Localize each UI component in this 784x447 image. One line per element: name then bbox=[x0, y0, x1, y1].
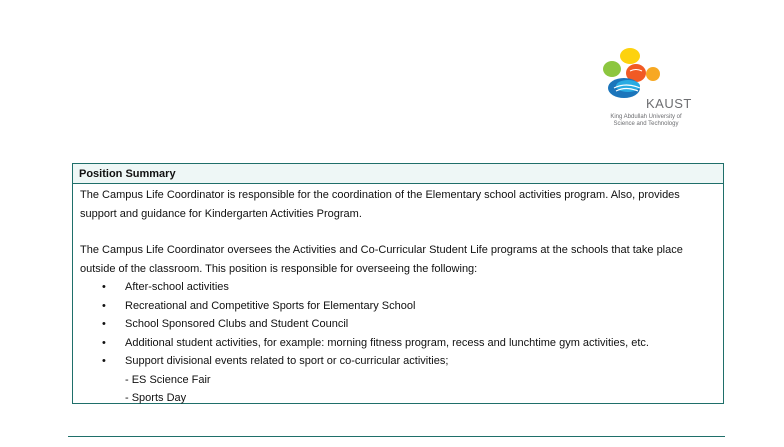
summary-body bbox=[73, 184, 723, 408]
section-heading: Position Summary bbox=[73, 164, 723, 184]
next-section-box bbox=[68, 436, 725, 447]
summary-paragraph: The Campus Life Coordinator is responsible for the coordination of the Elementary school activities program. Also, provides support and guidance for Kindergarten Activities Program. bbox=[80, 189, 680, 220]
logo-subtitle: King Abdullah University of Science and Technology bbox=[610, 114, 682, 127]
list-item-text: School Sponsored Clubs and Student Council bbox=[125, 318, 349, 330]
sub-list-item: - ES Science Fair bbox=[125, 373, 211, 386]
kaust-logo-mark-icon bbox=[598, 44, 668, 104]
sub-list-item: - Sports Day bbox=[125, 392, 187, 404]
list-item bbox=[80, 315, 715, 334]
kaust-logo bbox=[598, 44, 698, 134]
bullet-icon: • bbox=[102, 336, 106, 349]
list-item-text: After-school activities bbox=[125, 281, 229, 293]
bullet-icon: • bbox=[102, 355, 106, 367]
bullet-icon: • bbox=[102, 318, 106, 330]
bullet-icon: • bbox=[102, 299, 106, 312]
list-item bbox=[80, 352, 715, 371]
list-item-text: Additional student activities, for example: morning fitness program, recess and lunchtime gym activities, etc. bbox=[125, 336, 649, 349]
summary-paragraph: The Campus Life Coordinator oversees the Activities and Co-Curricular Student Life programs at the schools that take place outside of the classroom. This position is responsible for overseeing the following: bbox=[80, 244, 683, 275]
position-summary-box bbox=[72, 163, 724, 404]
duties-list bbox=[80, 278, 715, 371]
bullet-icon: • bbox=[102, 281, 106, 293]
list-item bbox=[80, 278, 715, 297]
list-item-text: Support divisional events related to sport or co-curricular activities; bbox=[125, 355, 449, 367]
list-item bbox=[80, 334, 715, 353]
logo-wordmark: KAUST bbox=[646, 96, 692, 111]
list-item bbox=[80, 297, 715, 316]
list-item-text: Recreational and Competitive Sports for Elementary School bbox=[125, 299, 416, 312]
